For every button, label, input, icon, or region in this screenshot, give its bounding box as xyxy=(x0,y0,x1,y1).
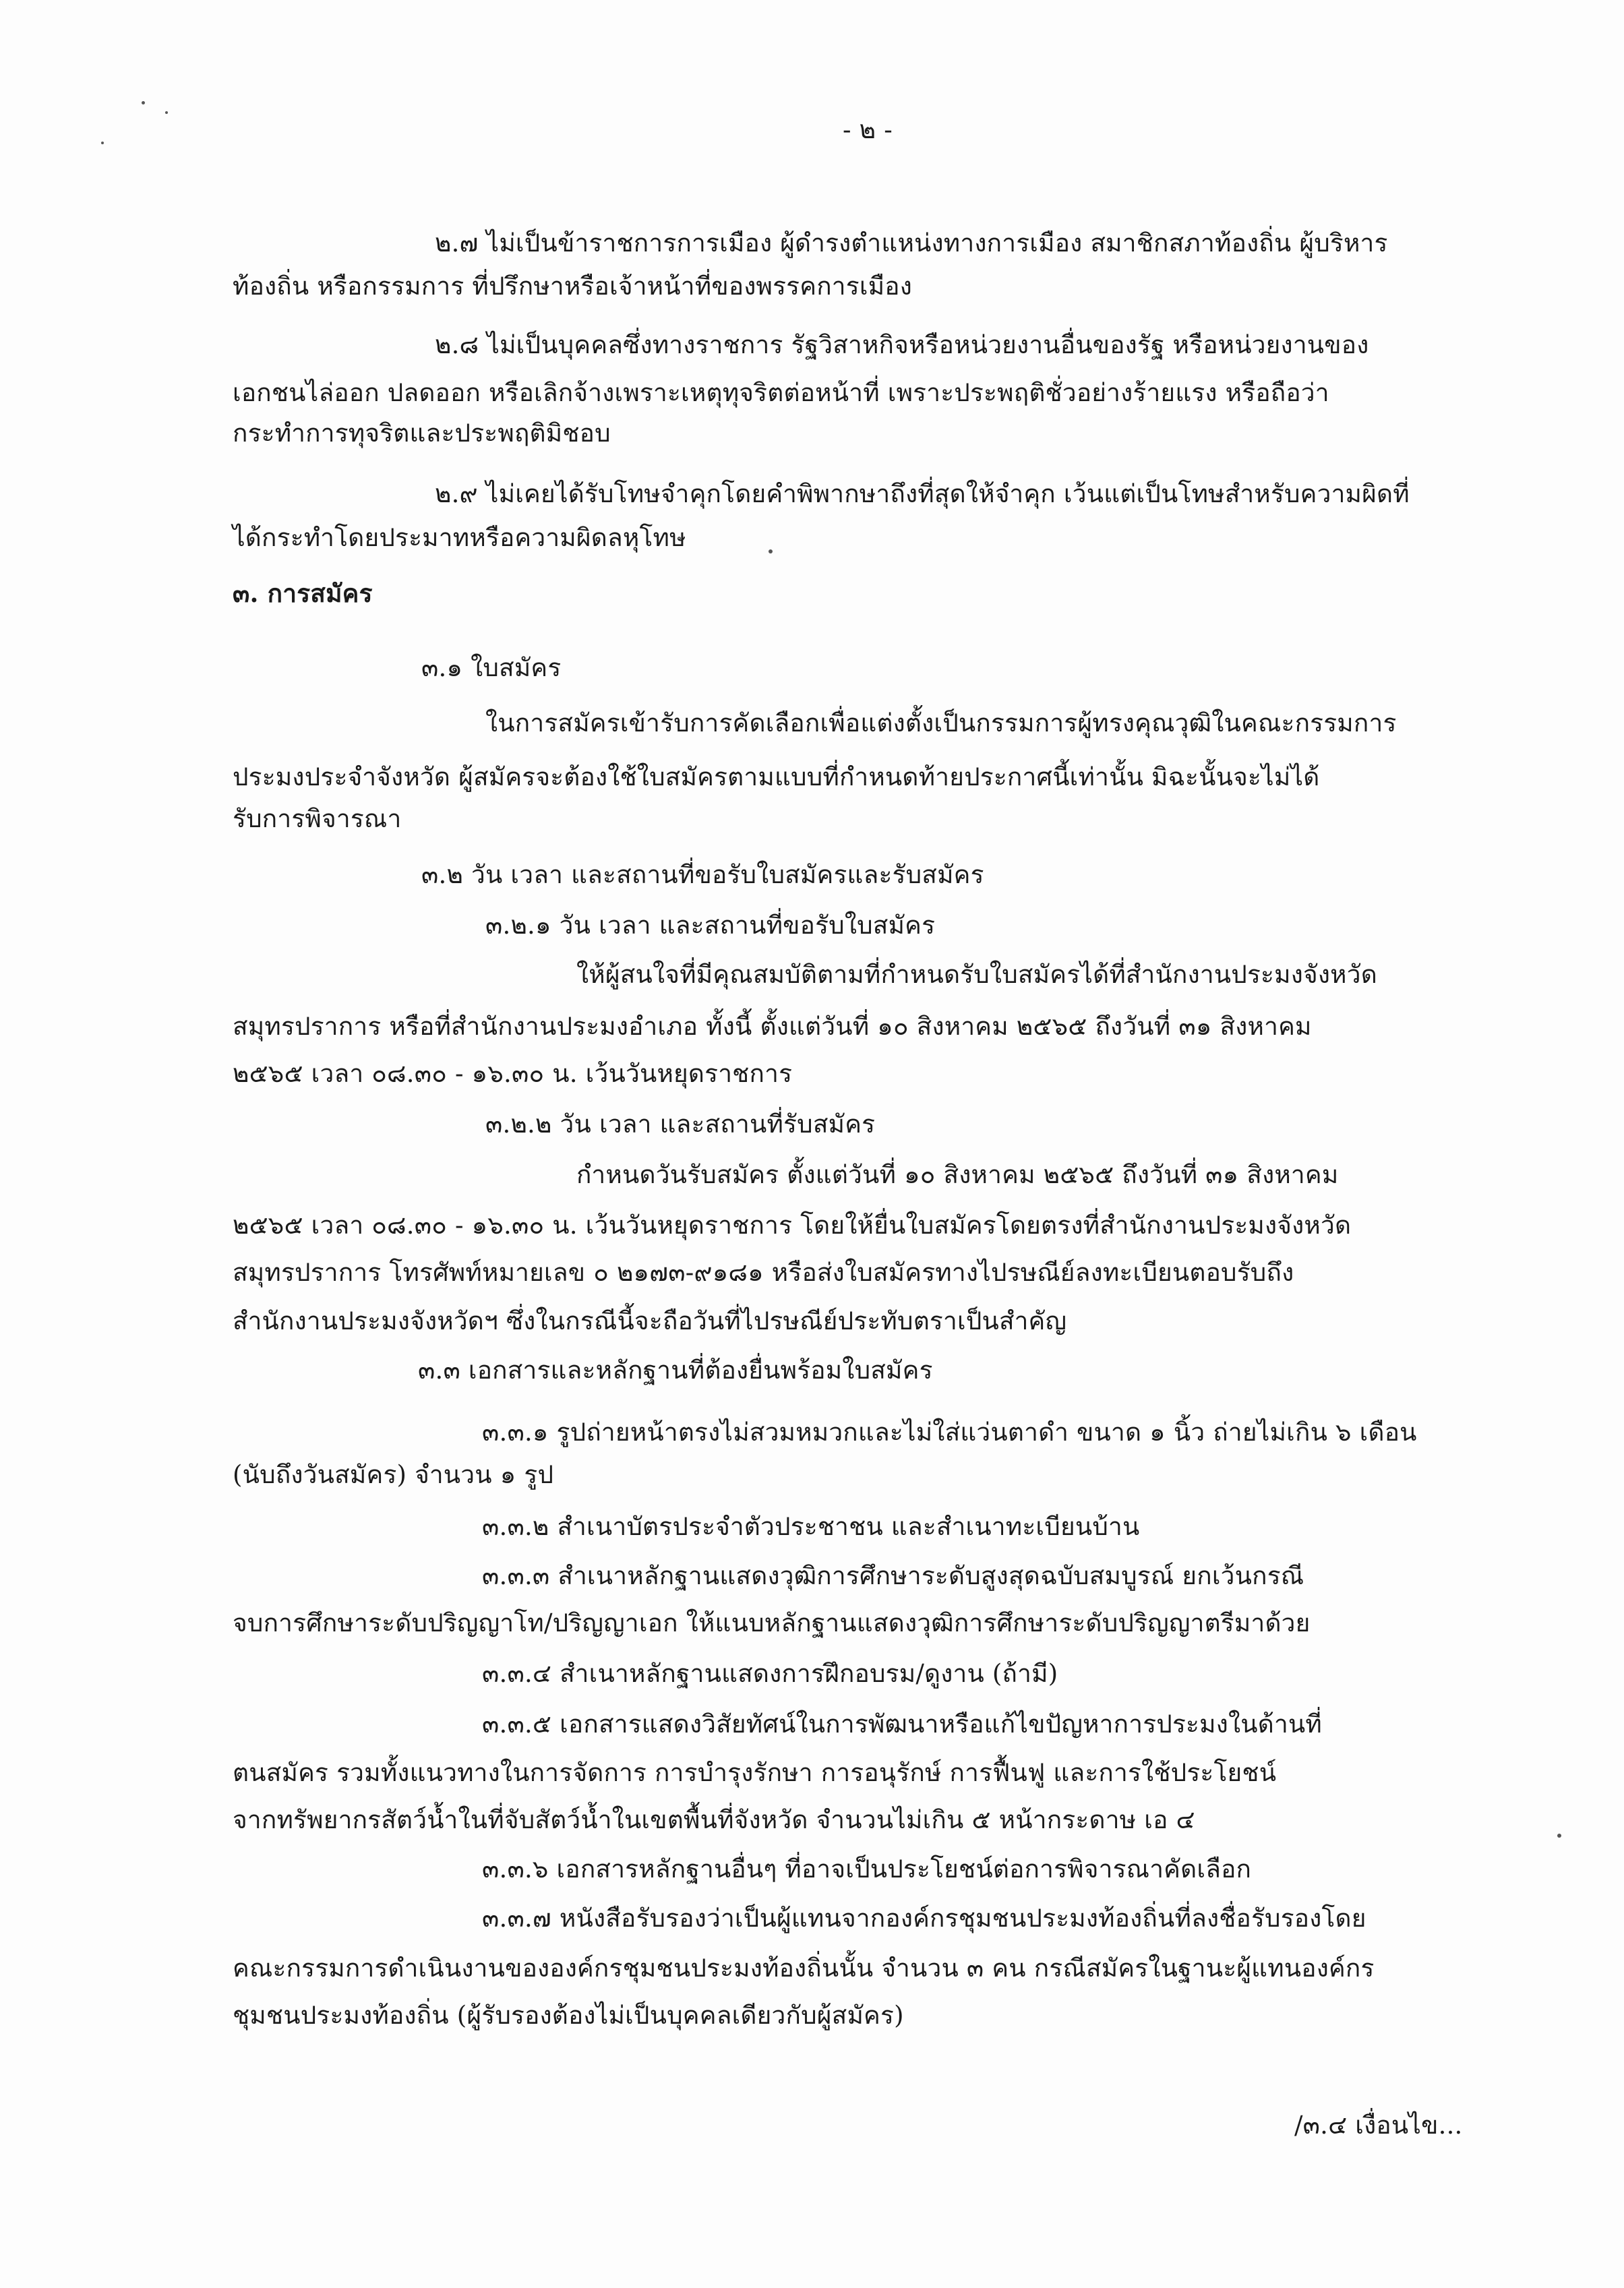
paragraph-line: กำหนดวันรับสมัคร ตั้งแต่วันที่ ๑๐ สิงหาคม ๒๕๖๕ ถึงวันที่ ๓๑ สิงหาคม xyxy=(576,1160,1339,1189)
scan-speck xyxy=(142,101,145,104)
paragraph-line: ๓.๓.๖ เอกสารหลักฐานอื่นๆ ที่อาจเป็นประโยชน์ต่อการพิจารณาคัดเลือก xyxy=(482,1855,1252,1884)
paragraph-line: ๓.๓.๑ รูปถ่ายหน้าตรงไม่สวมหมวกและไม่ใส่แว่นตาดำ ขนาด ๑ นิ้ว ถ่ายไม่เกิน ๖ เดือน xyxy=(482,1418,1417,1447)
paragraph-line: คณะกรรมการดำเนินงานขององค์กรชุมชนประมงท้องถิ่นนั้น จำนวน ๓ คน กรณีสมัครในฐานะผู้แทนองค์กร xyxy=(233,1954,1375,1983)
subsection-heading: ๓.๑ ใบสมัคร xyxy=(421,653,562,682)
paragraph-line: ได้กระทำโดยประมาทหรือความผิดลหุโทษ xyxy=(233,523,686,552)
paragraph-line: จบการศึกษาระดับปริญญาโท/ปริญญาเอก ให้แนบหลักฐานแสดงวุฒิการศึกษาระดับปริญญาตรีมาด้วย xyxy=(233,1608,1311,1637)
paragraph-line: ๓.๓.๔ สำเนาหลักฐานแสดงการฝึกอบรม/ดูงาน (ถ้ามี) xyxy=(482,1659,1058,1688)
paragraph-line: กระทำการทุจริตและประพฤติมิชอบ xyxy=(233,419,611,448)
paragraph-line: สำนักงานประมงจังหวัดฯ ซึ่งในกรณีนี้จะถือวันที่ไปรษณีย์ประทับตราเป็นสำคัญ xyxy=(233,1306,1067,1335)
paragraph-line: ๓.๓.๕ เอกสารแสดงวิสัยทัศน์ในการพัฒนาหรือแก้ไขปัญหาการประมงในด้านที่ xyxy=(482,1710,1323,1739)
paragraph-line: รับการพิจารณา xyxy=(233,804,402,833)
continuation-note: /๓.๔ เงื่อนไข... xyxy=(1294,2111,1463,2140)
paragraph-line: ๒.๙ ไม่เคยได้รับโทษจำคุกโดยคำพิพากษาถึงที่สุดให้จำคุก เว้นแต่เป็นโทษสำหรับความผิดที่ xyxy=(435,479,1410,508)
subsection-heading: ๓.๒.๒ วัน เวลา และสถานที่รับสมัคร xyxy=(485,1110,876,1139)
paragraph-line: ให้ผู้สนใจที่มีคุณสมบัติตามที่กำหนดรับใบสมัครได้ที่สำนักงานประมงจังหวัด xyxy=(576,960,1377,989)
paragraph-line: สมุทรปราการ หรือที่สำนักงานประมงอำเภอ ทั้งนี้ ตั้งแต่วันที่ ๑๐ สิงหาคม ๒๕๖๕ ถึงวันที่ ๓๑ สิงหาคม xyxy=(233,1012,1312,1041)
subsection-heading: ๓.๒.๑ วัน เวลา และสถานที่ขอรับใบสมัคร xyxy=(485,911,936,940)
paragraph-line: ๓.๓.๗ หนังสือรับรองว่าเป็นผู้แทนจากองค์กรชุมชนประมงท้องถิ่นที่ลงชื่อรับรองโดย xyxy=(482,1904,1366,1933)
paragraph-line: ๓.๓.๓ สำเนาหลักฐานแสดงวุฒิการศึกษาระดับสูงสุดฉบับสมบูรณ์ ยกเว้นกรณี xyxy=(482,1561,1304,1590)
paragraph-line: (นับถึงวันสมัคร) จำนวน ๑ รูป xyxy=(233,1460,554,1489)
paragraph-line: ๒๕๖๕ เวลา ๐๘.๓๐ - ๑๖.๓๐ น. เว้นวันหยุดราชการ xyxy=(233,1059,793,1088)
paragraph-line: จากทรัพยากรสัตว์น้ำในที่จับสัตว์น้ำในเขตพื้นที่จังหวัด จำนวนไม่เกิน ๕ หน้ากระดาษ เอ ๔ xyxy=(233,1805,1195,1834)
paragraph-line: ตนสมัคร รวมทั้งแนวทางในการจัดการ การบำรุงรักษา การอนุรักษ์ การฟื้นฟู และการใช้ประโยชน์ xyxy=(233,1758,1277,1787)
section-heading: ๓. การสมัคร xyxy=(233,578,373,608)
paragraph-line: ๒๕๖๕ เวลา ๐๘.๓๐ - ๑๖.๓๐ น. เว้นวันหยุดราชการ โดยให้ยื่นใบสมัครโดยตรงที่สำนักงานประมงจังหวัด xyxy=(233,1211,1352,1240)
paragraph-line: ๒.๘ ไม่เป็นบุคคลซึ่งทางราชการ รัฐวิสาหกิจหรือหน่วยงานอื่นของรัฐ หรือหน่วยงานของ xyxy=(435,330,1369,359)
paragraph-line: สมุทรปราการ โทรศัพท์หมายเลข ๐ ๒๑๗๓-๙๑๘๑ หรือส่งใบสมัครทางไปรษณีย์ลงทะเบียนตอบรับถึง xyxy=(233,1258,1294,1287)
scan-speck xyxy=(1557,1834,1561,1838)
paragraph-line: ประมงประจำจังหวัด ผู้สมัครจะต้องใช้ใบสมัครตามแบบที่กำหนดท้ายประกาศนี้เท่านั้น มิฉะนั้นจะไม่ได้ xyxy=(233,762,1320,791)
subsection-heading: ๓.๓ เอกสารและหลักฐานที่ต้องยื่นพร้อมใบสมัคร xyxy=(418,1356,933,1385)
subsection-heading: ๓.๒ วัน เวลา และสถานที่ขอรับใบสมัครและรับสมัคร xyxy=(421,860,984,889)
scan-speck xyxy=(165,111,168,114)
paragraph-line: ๒.๗ ไม่เป็นข้าราชการการเมือง ผู้ดำรงตำแหน่งทางการเมือง สมาชิกสภาท้องถิ่น ผู้บริหาร xyxy=(435,229,1388,258)
paragraph-line: เอกชนไล่ออก ปลดออก หรือเลิกจ้างเพราะเหตุทุจริตต่อหน้าที่ เพราะประพฤติชั่วอย่างร้ายแรง หรือถือว่า xyxy=(233,378,1329,407)
page-number: - ๒ - xyxy=(843,115,893,144)
paragraph-line: ในการสมัครเข้ารับการคัดเลือกเพื่อแต่งตั้งเป็นกรรมการผู้ทรงคุณวุฒิในคณะกรรมการ xyxy=(485,709,1397,737)
scan-speck xyxy=(101,142,104,144)
paragraph-line: ชุมชนประมงท้องถิ่น (ผู้รับรองต้องไม่เป็นบุคคลเดียวกับผู้สมัคร) xyxy=(233,2001,904,2030)
paragraph-line: ท้องถิ่น หรือกรรมการ ที่ปรึกษาหรือเจ้าหน้าที่ของพรรคการเมือง xyxy=(233,272,912,301)
paragraph-line: ๓.๓.๒ สำเนาบัตรประจำตัวประชาชน และสำเนาทะเบียนบ้าน xyxy=(482,1512,1140,1541)
scan-speck xyxy=(769,549,773,553)
